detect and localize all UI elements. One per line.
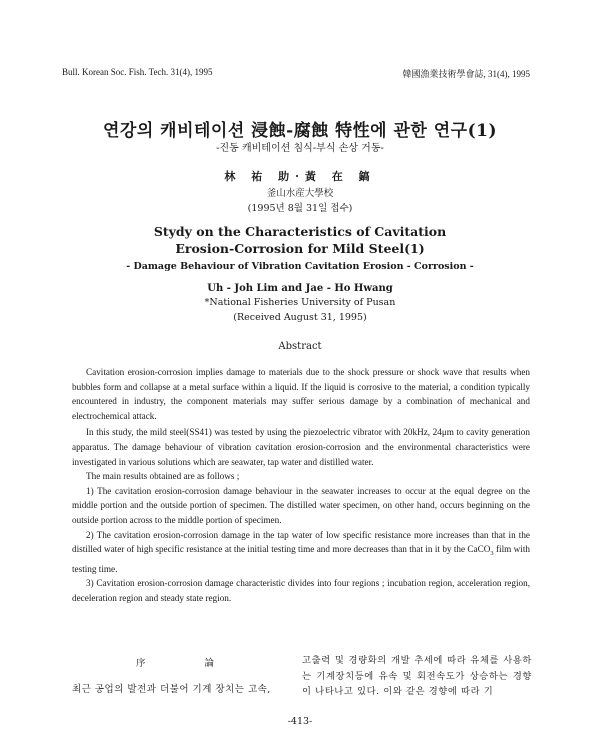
korean-title: 연강의 캐비테이션 浸蝕-腐蝕 特性에 관한 연구(1)	[102, 121, 498, 141]
abstract-paragraph: Cavitation erosion-corrosion implies damage to materials due to the shock pressure or shock wave that results when bubbles form and collapse at a metal surface within a liquid. If the liquid is corrosive to the material, a condition typically encountered in industry, the component materials may suffer serious damage by a combination of mechanical and electrochemical attack.	[72, 367, 530, 421]
abstract-paragraph: In this study, the mild steel(SS41) was tested by using the piezoelectric vibrator with 20kHz, 24μm to cavity generation apparatus. The damage behaviour of vibration cavitation erosion-corrosion and the environmental characteristics were investigated in various solutions which are seawater, tap water and distilled water.	[72, 427, 530, 467]
page-number: -413-	[287, 716, 313, 727]
body-right-column: 고출력 및 경량화의 개발 추세에 따라 유체를 사용하는 기계장치등에 유속 및 회전속도가 상승하는 경향이 나타나고 있다. 이와 같은 경향에 따라 기	[302, 655, 532, 697]
result-item-2: 2) The cavitation erosion-corrosion damage in the tap water of low specific resistance more increases than that in the distilled water of high specific resistance at the initial testing time and more decreases than that in it by the CaCO$_3$ film with testing time.	[72, 529, 530, 574]
english-authors: Uh - Joh Lim and Jae - Ho Hwang	[207, 283, 393, 294]
english-title-line1: Stydy on the Characteristics of Cavitation	[153, 224, 447, 239]
journal-header-right: 韓國漁業技術學會誌, 31(4), 1995	[402, 69, 530, 79]
body-left-column	[72, 655, 278, 697]
body-text-left: 최근 공업의 발전과 더불어 기계 장치는 고속,	[72, 684, 271, 695]
korean-subtitle: -진동 캐비테이션 침식-부식 손상 거동-	[216, 143, 384, 154]
english-subtitle: - Damage Behaviour of Vibration Cavitation Erosion - Corrosion -	[126, 261, 474, 272]
english-title-line2: Erosion-Corrosion for Mild Steel(1)	[175, 241, 425, 256]
abstract-body	[72, 365, 530, 605]
abstract-heading: Abstract	[278, 341, 322, 352]
korean-affiliation: 釜山水産大學校	[266, 188, 334, 199]
english-received-date: (Received August 31, 1995)	[233, 312, 367, 323]
result-item-3: 3) Cavitation erosion-corrosion damage characteristic divides into four regions ; incubation region, acceleration region, deceleration region and steady state region.	[72, 578, 530, 603]
result-item-1: 1) The cavitation erosion-corrosion damage behaviour in the seawater increases to occur at the equal degree on the middle portion and the outside portion of specimen. The distilled water specimen, on other hand, occurs beginning on the outside portion across to the middle portion of specimen.	[72, 485, 530, 525]
korean-received-date: (1995년 8월 31일 접수)	[247, 203, 353, 214]
journal-header-left: Bull. Korean Soc. Fish. Tech. 31(4), 1995	[62, 67, 213, 77]
abstract-paragraph: The main results obtained are as follows ;	[86, 471, 240, 482]
english-affiliation: *National Fisheries University of Pusan	[204, 297, 396, 308]
section-title: 序 論	[135, 658, 243, 669]
korean-authors: 林 祐 助·黃 在 鎬	[224, 170, 376, 183]
